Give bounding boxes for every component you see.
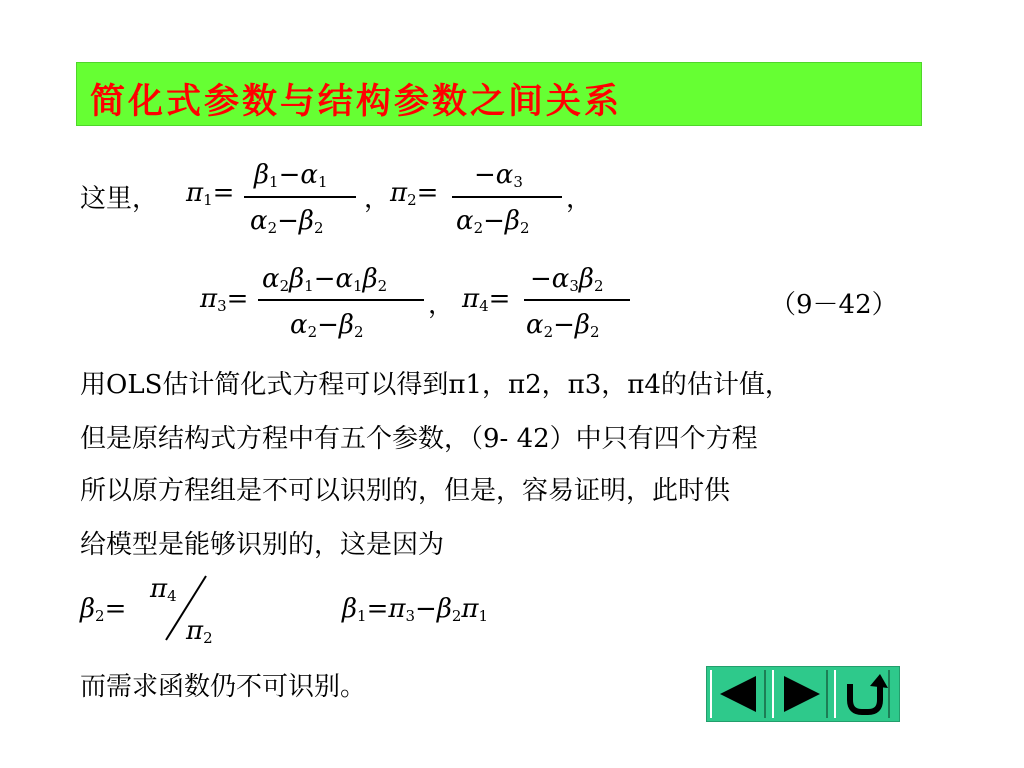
intro-label: 这里， bbox=[80, 184, 159, 214]
triangle-right-icon bbox=[774, 670, 830, 718]
paragraph-line-2: 但是原结构式方程中有五个参数，（9- 42）中只有四个方程 bbox=[80, 424, 758, 454]
pi4-lhs: $\pi_4=$ bbox=[462, 284, 511, 315]
comma-2: ， bbox=[566, 184, 593, 214]
pi3-lhs: $\pi_3=$ bbox=[200, 284, 249, 315]
equation-number: （9－42） bbox=[770, 290, 898, 320]
pi3-numerator: $\alpha_2\beta_1-\alpha_1\beta_2$ bbox=[262, 264, 388, 295]
beta2-lhs: $\beta_2=$ bbox=[80, 594, 127, 625]
pi1-denominator: $\alpha_2-\beta_2$ bbox=[250, 206, 324, 237]
pi1-lhs: $\pi_1=$ bbox=[186, 178, 235, 209]
pi2-fraction-bar bbox=[452, 196, 562, 198]
pi1-fraction-bar bbox=[244, 196, 356, 198]
pi2-numerator: $-\alpha_3$ bbox=[474, 160, 523, 191]
conclusion-text: 而需求函数仍不可识别。 bbox=[80, 672, 367, 702]
pi3-denominator: $\alpha_2-\beta_2$ bbox=[290, 310, 364, 341]
pi2-lhs: $\pi_2=$ bbox=[390, 178, 439, 209]
pi4-denominator: $\alpha_2-\beta_2$ bbox=[526, 310, 600, 341]
pi1-numerator: $\beta_1-\alpha_1$ bbox=[254, 160, 328, 191]
pi2-denominator: $\alpha_2-\beta_2$ bbox=[456, 206, 530, 237]
pi4-fraction-bar bbox=[524, 299, 630, 301]
paragraph-line-3: 所以原方程组是不可以识别的，但是，容易证明，此时供 bbox=[80, 476, 731, 506]
pi4-numerator: $-\alpha_3\beta_2$ bbox=[530, 264, 604, 295]
return-button[interactable] bbox=[834, 670, 890, 718]
beta2-denominator: $\pi_2$ bbox=[186, 616, 213, 647]
pi3-fraction-bar bbox=[258, 299, 424, 301]
beta1-equation: $\beta_1=\pi_3-\beta_2\pi_1$ bbox=[342, 594, 489, 625]
comma-3: ， bbox=[428, 290, 455, 320]
paragraph-line-1: 用OLS估计简化式方程可以得到π1，π2，π3，π4的估计值， bbox=[80, 370, 791, 400]
triangle-left-icon bbox=[712, 670, 768, 718]
comma-1: ， bbox=[364, 184, 391, 214]
previous-slide-button[interactable] bbox=[710, 670, 766, 718]
paragraph-line-4: 给模型是能够识别的，这是因为 bbox=[80, 530, 445, 560]
next-slide-button[interactable] bbox=[772, 670, 828, 718]
slide-title: 简化式参数与结构参数之间关系 bbox=[90, 81, 623, 122]
return-arrow-icon bbox=[836, 670, 892, 718]
beta2-numerator: $\pi_4$ bbox=[150, 574, 177, 605]
